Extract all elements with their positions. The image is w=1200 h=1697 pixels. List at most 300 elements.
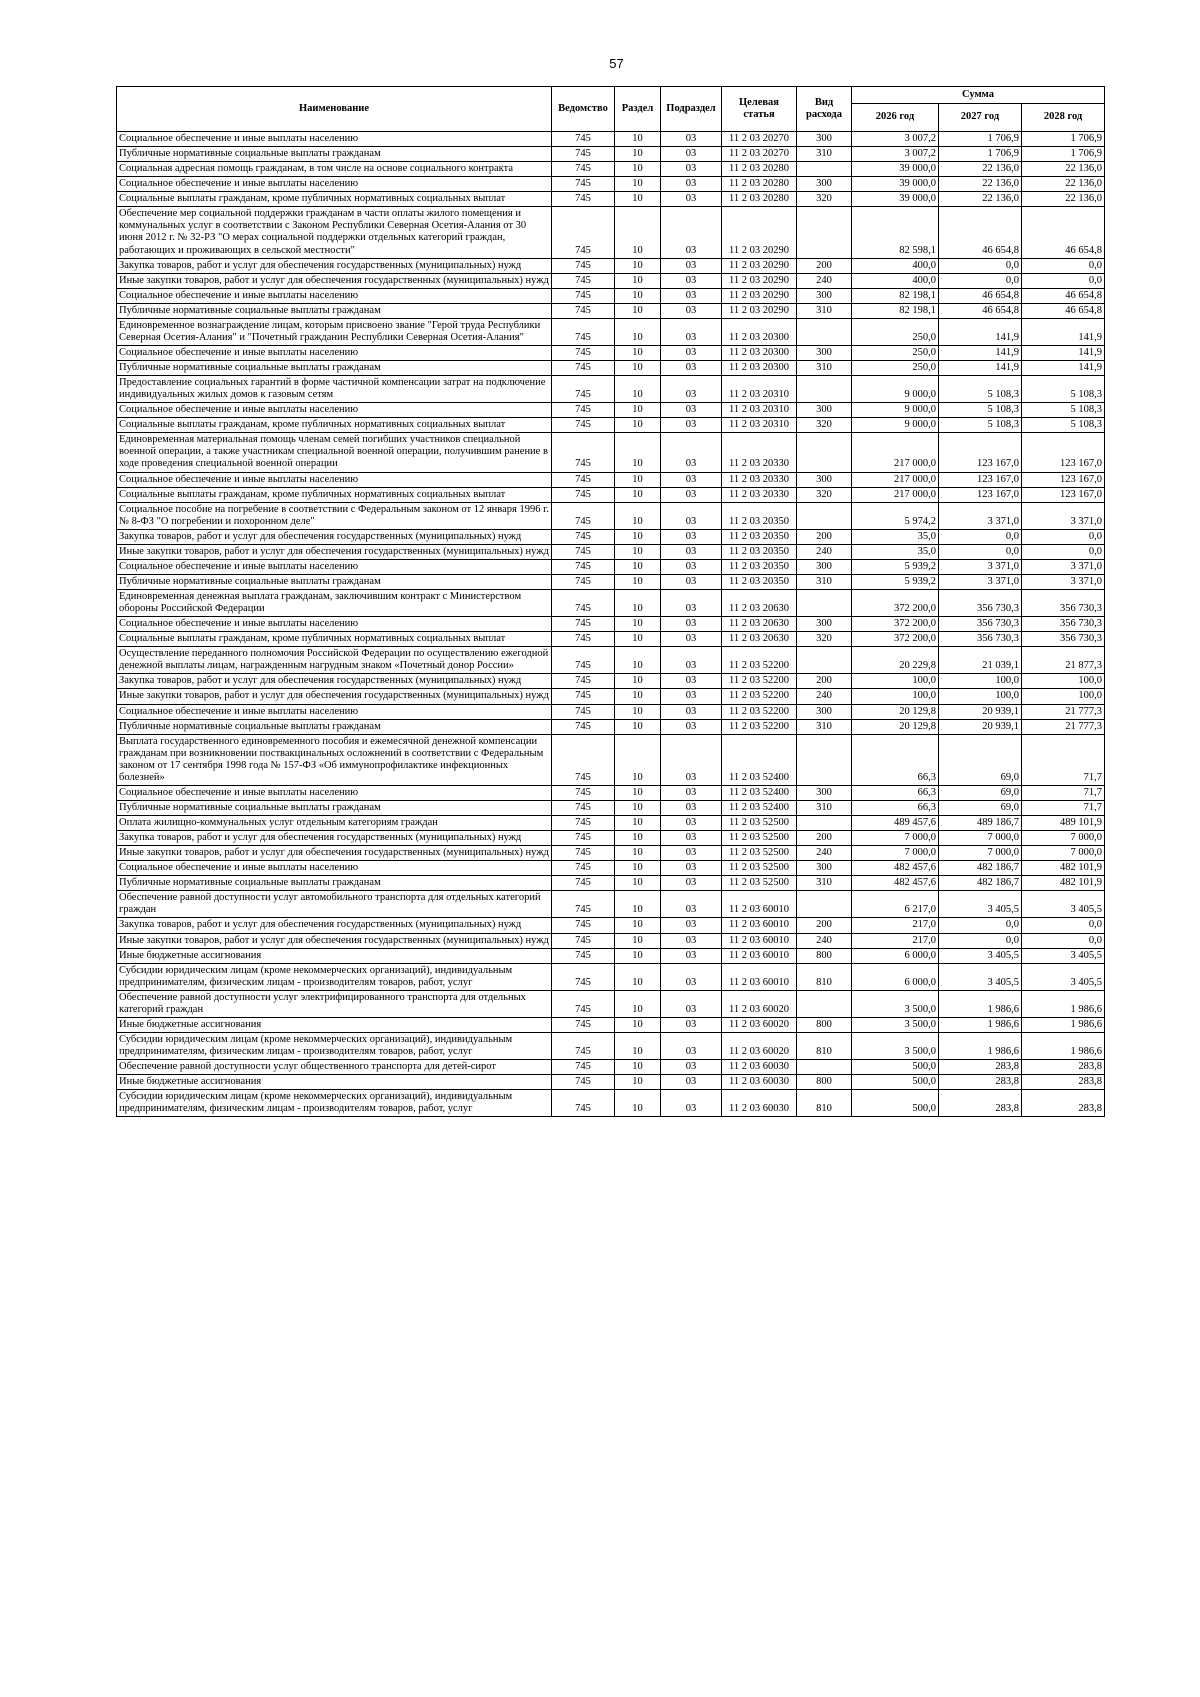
row-target: 11 2 03 60010 bbox=[722, 918, 797, 933]
row-value-2027: 7 000,0 bbox=[939, 831, 1022, 846]
row-value-2026: 20 229,8 bbox=[852, 647, 939, 674]
row-target: 11 2 03 52400 bbox=[722, 734, 797, 785]
row-value-2026: 500,0 bbox=[852, 1060, 939, 1075]
row-value-2027: 0,0 bbox=[939, 544, 1022, 559]
row-value-2027: 100,0 bbox=[939, 689, 1022, 704]
row-subsection: 03 bbox=[661, 207, 722, 258]
row-name: Публичные нормативные социальные выплаты гражданам bbox=[117, 719, 552, 734]
row-subsection: 03 bbox=[661, 674, 722, 689]
row-value-2027: 482 186,7 bbox=[939, 861, 1022, 876]
row-exp-type: 320 bbox=[797, 632, 852, 647]
row-target: 11 2 03 20350 bbox=[722, 502, 797, 529]
row-section: 10 bbox=[615, 162, 661, 177]
row-exp-type: 200 bbox=[797, 674, 852, 689]
row-target: 11 2 03 20290 bbox=[722, 288, 797, 303]
row-name: Социальное обеспечение и иные выплаты населению bbox=[117, 288, 552, 303]
row-subsection: 03 bbox=[661, 177, 722, 192]
header-subsection: Подраздел bbox=[661, 87, 722, 132]
row-dept: 745 bbox=[552, 544, 615, 559]
row-target: 11 2 03 20630 bbox=[722, 590, 797, 617]
row-name: Закупка товаров, работ и услуг для обеспечения государственных (муниципальных) нужд bbox=[117, 674, 552, 689]
row-exp-type bbox=[797, 1060, 852, 1075]
row-name: Иные бюджетные ассигнования bbox=[117, 948, 552, 963]
row-target: 11 2 03 20300 bbox=[722, 318, 797, 345]
row-dept: 745 bbox=[552, 704, 615, 719]
row-section: 10 bbox=[615, 303, 661, 318]
row-exp-type bbox=[797, 734, 852, 785]
row-value-2026: 250,0 bbox=[852, 318, 939, 345]
row-subsection: 03 bbox=[661, 418, 722, 433]
row-name: Социальное обеспечение и иные выплаты населению bbox=[117, 472, 552, 487]
row-value-2026: 9 000,0 bbox=[852, 376, 939, 403]
row-name: Социальное обеспечение и иные выплаты населению bbox=[117, 785, 552, 800]
row-dept: 745 bbox=[552, 376, 615, 403]
table-row bbox=[117, 1060, 1105, 1075]
table-row bbox=[117, 418, 1105, 433]
table-row bbox=[117, 376, 1105, 403]
row-value-2027: 356 730,3 bbox=[939, 590, 1022, 617]
table-row bbox=[117, 831, 1105, 846]
row-subsection: 03 bbox=[661, 948, 722, 963]
row-name: Единовременная денежная выплата гражданам, заключившим контракт с Министерством обороны Российской Федерации bbox=[117, 590, 552, 617]
row-section: 10 bbox=[615, 647, 661, 674]
row-target: 11 2 03 52500 bbox=[722, 816, 797, 831]
row-dept: 745 bbox=[552, 689, 615, 704]
row-target: 11 2 03 20280 bbox=[722, 162, 797, 177]
row-name: Социальное обеспечение и иные выплаты населению bbox=[117, 559, 552, 574]
row-name: Социальное пособие на погребение в соответствии с Федеральным законом от 12 января 1996 г. № 8-ФЗ "О погребении и похоронном деле" bbox=[117, 502, 552, 529]
row-value-2027: 21 039,1 bbox=[939, 647, 1022, 674]
row-section: 10 bbox=[615, 933, 661, 948]
row-value-2026: 35,0 bbox=[852, 529, 939, 544]
row-dept: 745 bbox=[552, 345, 615, 360]
row-value-2027: 1 706,9 bbox=[939, 147, 1022, 162]
row-value-2028: 1 986,6 bbox=[1022, 1017, 1105, 1032]
row-subsection: 03 bbox=[661, 147, 722, 162]
row-value-2028: 3 405,5 bbox=[1022, 948, 1105, 963]
row-value-2028: 283,8 bbox=[1022, 1060, 1105, 1075]
row-value-2026: 66,3 bbox=[852, 800, 939, 815]
row-name: Публичные нормативные социальные выплаты гражданам bbox=[117, 574, 552, 589]
row-value-2028: 22 136,0 bbox=[1022, 162, 1105, 177]
row-target: 11 2 03 20330 bbox=[722, 487, 797, 502]
table-row bbox=[117, 403, 1105, 418]
row-section: 10 bbox=[615, 472, 661, 487]
row-section: 10 bbox=[615, 574, 661, 589]
row-dept: 745 bbox=[552, 891, 615, 918]
table-row bbox=[117, 544, 1105, 559]
row-value-2026: 400,0 bbox=[852, 273, 939, 288]
row-value-2027: 0,0 bbox=[939, 273, 1022, 288]
row-dept: 745 bbox=[552, 963, 615, 990]
row-name: Социальные выплаты гражданам, кроме публичных нормативных социальных выплат bbox=[117, 192, 552, 207]
row-target: 11 2 03 52500 bbox=[722, 831, 797, 846]
row-section: 10 bbox=[615, 689, 661, 704]
row-name: Закупка товаров, работ и услуг для обеспечения государственных (муниципальных) нужд bbox=[117, 529, 552, 544]
row-exp-type: 310 bbox=[797, 361, 852, 376]
row-subsection: 03 bbox=[661, 647, 722, 674]
table-row bbox=[117, 800, 1105, 815]
row-value-2026: 35,0 bbox=[852, 544, 939, 559]
row-exp-type bbox=[797, 207, 852, 258]
table-row bbox=[117, 559, 1105, 574]
row-dept: 745 bbox=[552, 918, 615, 933]
row-value-2028: 46 654,8 bbox=[1022, 207, 1105, 258]
row-value-2026: 372 200,0 bbox=[852, 617, 939, 632]
row-value-2026: 7 000,0 bbox=[852, 831, 939, 846]
budget-table bbox=[116, 86, 1105, 1117]
row-subsection: 03 bbox=[661, 132, 722, 147]
row-value-2028: 1 986,6 bbox=[1022, 990, 1105, 1017]
row-section: 10 bbox=[615, 192, 661, 207]
row-value-2026: 217 000,0 bbox=[852, 487, 939, 502]
table-row bbox=[117, 1032, 1105, 1059]
row-name: Социальное обеспечение и иные выплаты населению bbox=[117, 177, 552, 192]
row-name: Субсидии юридическим лицам (кроме некоммерческих организаций), индивидуальным предпринимателям, физическим лицам - производителям товаров, работ, услуг bbox=[117, 1090, 552, 1117]
row-exp-type: 300 bbox=[797, 288, 852, 303]
row-dept: 745 bbox=[552, 132, 615, 147]
row-value-2026: 6 000,0 bbox=[852, 948, 939, 963]
row-value-2027: 0,0 bbox=[939, 258, 1022, 273]
row-dept: 745 bbox=[552, 502, 615, 529]
row-exp-type: 300 bbox=[797, 617, 852, 632]
row-target: 11 2 03 20350 bbox=[722, 574, 797, 589]
row-dept: 745 bbox=[552, 433, 615, 472]
row-subsection: 03 bbox=[661, 617, 722, 632]
row-target: 11 2 03 52200 bbox=[722, 719, 797, 734]
row-value-2027: 22 136,0 bbox=[939, 177, 1022, 192]
row-value-2026: 217 000,0 bbox=[852, 472, 939, 487]
row-value-2026: 82 598,1 bbox=[852, 207, 939, 258]
row-subsection: 03 bbox=[661, 891, 722, 918]
row-subsection: 03 bbox=[661, 472, 722, 487]
row-value-2026: 400,0 bbox=[852, 258, 939, 273]
row-exp-type: 240 bbox=[797, 544, 852, 559]
row-exp-type: 300 bbox=[797, 704, 852, 719]
table-row bbox=[117, 617, 1105, 632]
row-subsection: 03 bbox=[661, 288, 722, 303]
row-value-2026: 20 129,8 bbox=[852, 704, 939, 719]
row-value-2027: 356 730,3 bbox=[939, 632, 1022, 647]
row-section: 10 bbox=[615, 1032, 661, 1059]
row-section: 10 bbox=[615, 674, 661, 689]
row-value-2027: 123 167,0 bbox=[939, 487, 1022, 502]
row-exp-type: 310 bbox=[797, 147, 852, 162]
row-subsection: 03 bbox=[661, 816, 722, 831]
row-name: Предоставление социальных гарантий в форме частичной компенсации затрат на подключение индивидуальных жилых домов к газовым сетям bbox=[117, 376, 552, 403]
header-dept: Ведомство bbox=[552, 87, 615, 132]
header-section: Раздел bbox=[615, 87, 661, 132]
row-section: 10 bbox=[615, 918, 661, 933]
row-value-2027: 3 405,5 bbox=[939, 948, 1022, 963]
row-value-2028: 141,9 bbox=[1022, 345, 1105, 360]
row-subsection: 03 bbox=[661, 918, 722, 933]
row-value-2027: 69,0 bbox=[939, 800, 1022, 815]
row-value-2027: 20 939,1 bbox=[939, 704, 1022, 719]
header-2028: 2028 год bbox=[1022, 104, 1105, 132]
table-row bbox=[117, 785, 1105, 800]
row-subsection: 03 bbox=[661, 1075, 722, 1090]
row-name: Социальное обеспечение и иные выплаты населению bbox=[117, 403, 552, 418]
row-value-2027: 69,0 bbox=[939, 785, 1022, 800]
row-value-2026: 482 457,6 bbox=[852, 861, 939, 876]
row-value-2026: 250,0 bbox=[852, 345, 939, 360]
table-row bbox=[117, 472, 1105, 487]
row-dept: 745 bbox=[552, 529, 615, 544]
row-section: 10 bbox=[615, 132, 661, 147]
row-exp-type bbox=[797, 433, 852, 472]
row-name: Иные закупки товаров, работ и услуг для обеспечения государственных (муниципальных) нужд bbox=[117, 273, 552, 288]
row-target: 11 2 03 20330 bbox=[722, 433, 797, 472]
row-target: 11 2 03 20290 bbox=[722, 303, 797, 318]
row-section: 10 bbox=[615, 617, 661, 632]
row-section: 10 bbox=[615, 502, 661, 529]
row-section: 10 bbox=[615, 876, 661, 891]
row-name: Обеспечение равной доступности услуг автомобильного транспорта для отдельных категорий граждан bbox=[117, 891, 552, 918]
row-exp-type bbox=[797, 318, 852, 345]
row-name: Субсидии юридическим лицам (кроме некоммерческих организаций), индивидуальным предпринимателям, физическим лицам - производителям товаров, работ, услуг bbox=[117, 1032, 552, 1059]
row-value-2028: 0,0 bbox=[1022, 544, 1105, 559]
row-target: 11 2 03 60020 bbox=[722, 1017, 797, 1032]
row-exp-type: 240 bbox=[797, 273, 852, 288]
row-exp-type: 300 bbox=[797, 403, 852, 418]
row-dept: 745 bbox=[552, 990, 615, 1017]
row-target: 11 2 03 60030 bbox=[722, 1060, 797, 1075]
row-value-2027: 283,8 bbox=[939, 1075, 1022, 1090]
row-target: 11 2 03 60030 bbox=[722, 1075, 797, 1090]
row-dept: 745 bbox=[552, 948, 615, 963]
row-name: Единовременная материальная помощь членам семей погибших участников специальной военной операции, а также участникам специальной военной операции, получившим ранение в ходе проведения специальной военной операции bbox=[117, 433, 552, 472]
table-row bbox=[117, 303, 1105, 318]
row-value-2027: 46 654,8 bbox=[939, 288, 1022, 303]
row-target: 11 2 03 20270 bbox=[722, 147, 797, 162]
row-dept: 745 bbox=[552, 273, 615, 288]
row-target: 11 2 03 52400 bbox=[722, 785, 797, 800]
row-value-2027: 46 654,8 bbox=[939, 207, 1022, 258]
header-2027: 2027 год bbox=[939, 104, 1022, 132]
row-exp-type: 310 bbox=[797, 574, 852, 589]
row-value-2026: 66,3 bbox=[852, 785, 939, 800]
row-name: Закупка товаров, работ и услуг для обеспечения государственных (муниципальных) нужд bbox=[117, 918, 552, 933]
row-subsection: 03 bbox=[661, 273, 722, 288]
row-target: 11 2 03 20310 bbox=[722, 403, 797, 418]
row-target: 11 2 03 20350 bbox=[722, 544, 797, 559]
row-name: Осуществление переданного полномочия Российской Федерации по осуществлению ежегодной денежной выплаты лицам, награжденным нагрудным знаком «Почетный донор России» bbox=[117, 647, 552, 674]
row-target: 11 2 03 60010 bbox=[722, 948, 797, 963]
row-value-2026: 6 000,0 bbox=[852, 963, 939, 990]
row-section: 10 bbox=[615, 403, 661, 418]
row-target: 11 2 03 52200 bbox=[722, 647, 797, 674]
row-name: Социальное обеспечение и иные выплаты населению bbox=[117, 132, 552, 147]
row-value-2028: 1 706,9 bbox=[1022, 147, 1105, 162]
row-target: 11 2 03 20350 bbox=[722, 529, 797, 544]
row-value-2026: 5 939,2 bbox=[852, 574, 939, 589]
row-value-2026: 5 974,2 bbox=[852, 502, 939, 529]
row-value-2028: 21 877,3 bbox=[1022, 647, 1105, 674]
row-value-2028: 21 777,3 bbox=[1022, 719, 1105, 734]
row-value-2027: 1 986,6 bbox=[939, 1032, 1022, 1059]
row-dept: 745 bbox=[552, 734, 615, 785]
row-value-2027: 3 405,5 bbox=[939, 891, 1022, 918]
row-value-2028: 100,0 bbox=[1022, 689, 1105, 704]
row-target: 11 2 03 60020 bbox=[722, 990, 797, 1017]
table-row bbox=[117, 433, 1105, 472]
row-value-2027: 22 136,0 bbox=[939, 192, 1022, 207]
row-section: 10 bbox=[615, 816, 661, 831]
table-row bbox=[117, 933, 1105, 948]
row-value-2028: 21 777,3 bbox=[1022, 704, 1105, 719]
table-row bbox=[117, 590, 1105, 617]
row-value-2028: 123 167,0 bbox=[1022, 487, 1105, 502]
row-dept: 745 bbox=[552, 816, 615, 831]
row-value-2026: 9 000,0 bbox=[852, 418, 939, 433]
row-dept: 745 bbox=[552, 258, 615, 273]
row-name: Иные бюджетные ассигнования bbox=[117, 1017, 552, 1032]
table-row bbox=[117, 876, 1105, 891]
row-value-2028: 283,8 bbox=[1022, 1075, 1105, 1090]
row-section: 10 bbox=[615, 590, 661, 617]
row-value-2027: 489 186,7 bbox=[939, 816, 1022, 831]
row-subsection: 03 bbox=[661, 800, 722, 815]
row-section: 10 bbox=[615, 891, 661, 918]
header-2026: 2026 год bbox=[852, 104, 939, 132]
row-subsection: 03 bbox=[661, 704, 722, 719]
row-value-2027: 7 000,0 bbox=[939, 846, 1022, 861]
row-section: 10 bbox=[615, 1017, 661, 1032]
row-dept: 745 bbox=[552, 1075, 615, 1090]
row-exp-type: 300 bbox=[797, 132, 852, 147]
row-value-2028: 141,9 bbox=[1022, 318, 1105, 345]
row-dept: 745 bbox=[552, 1017, 615, 1032]
table-row bbox=[117, 487, 1105, 502]
row-name: Социальная адресная помощь гражданам, в том числе на основе социального контракта bbox=[117, 162, 552, 177]
table-row bbox=[117, 674, 1105, 689]
row-value-2028: 3 405,5 bbox=[1022, 891, 1105, 918]
row-name: Иные закупки товаров, работ и услуг для обеспечения государственных (муниципальных) нужд bbox=[117, 689, 552, 704]
row-value-2026: 39 000,0 bbox=[852, 177, 939, 192]
row-exp-type: 800 bbox=[797, 948, 852, 963]
row-dept: 745 bbox=[552, 785, 615, 800]
row-subsection: 03 bbox=[661, 345, 722, 360]
row-dept: 745 bbox=[552, 303, 615, 318]
row-section: 10 bbox=[615, 632, 661, 647]
row-value-2028: 0,0 bbox=[1022, 529, 1105, 544]
row-value-2027: 1 706,9 bbox=[939, 132, 1022, 147]
row-target: 11 2 03 52200 bbox=[722, 689, 797, 704]
row-name: Закупка товаров, работ и услуг для обеспечения государственных (муниципальных) нужд bbox=[117, 258, 552, 273]
row-dept: 745 bbox=[552, 403, 615, 418]
row-section: 10 bbox=[615, 734, 661, 785]
row-value-2027: 283,8 bbox=[939, 1060, 1022, 1075]
row-subsection: 03 bbox=[661, 1017, 722, 1032]
row-dept: 745 bbox=[552, 574, 615, 589]
row-subsection: 03 bbox=[661, 963, 722, 990]
row-section: 10 bbox=[615, 418, 661, 433]
row-subsection: 03 bbox=[661, 831, 722, 846]
table-body bbox=[117, 132, 1105, 1117]
row-name: Социальные выплаты гражданам, кроме публичных нормативных социальных выплат bbox=[117, 418, 552, 433]
table-row bbox=[117, 1075, 1105, 1090]
row-target: 11 2 03 20290 bbox=[722, 273, 797, 288]
row-name: Единовременное вознаграждение лицам, которым присвоено звание "Герой труда Республики Северная Осетия-Алания" и "Почетный гражданин Республики Северная Осетия-Алания" bbox=[117, 318, 552, 345]
row-target: 11 2 03 52400 bbox=[722, 800, 797, 815]
row-value-2028: 482 101,9 bbox=[1022, 861, 1105, 876]
row-exp-type: 240 bbox=[797, 689, 852, 704]
row-exp-type bbox=[797, 502, 852, 529]
row-exp-type: 320 bbox=[797, 418, 852, 433]
row-section: 10 bbox=[615, 529, 661, 544]
row-subsection: 03 bbox=[661, 861, 722, 876]
row-subsection: 03 bbox=[661, 303, 722, 318]
row-value-2028: 5 108,3 bbox=[1022, 418, 1105, 433]
row-exp-type: 200 bbox=[797, 918, 852, 933]
row-dept: 745 bbox=[552, 647, 615, 674]
row-value-2028: 0,0 bbox=[1022, 918, 1105, 933]
row-section: 10 bbox=[615, 831, 661, 846]
row-dept: 745 bbox=[552, 590, 615, 617]
row-value-2028: 71,7 bbox=[1022, 800, 1105, 815]
row-dept: 745 bbox=[552, 177, 615, 192]
row-value-2026: 66,3 bbox=[852, 734, 939, 785]
row-value-2028: 46 654,8 bbox=[1022, 288, 1105, 303]
row-value-2027: 0,0 bbox=[939, 918, 1022, 933]
row-value-2026: 372 200,0 bbox=[852, 590, 939, 617]
row-value-2028: 283,8 bbox=[1022, 1090, 1105, 1117]
table-row bbox=[117, 258, 1105, 273]
row-target: 11 2 03 20310 bbox=[722, 376, 797, 403]
row-dept: 745 bbox=[552, 933, 615, 948]
row-subsection: 03 bbox=[661, 361, 722, 376]
row-subsection: 03 bbox=[661, 719, 722, 734]
table-row bbox=[117, 574, 1105, 589]
table-row bbox=[117, 147, 1105, 162]
row-value-2028: 71,7 bbox=[1022, 785, 1105, 800]
row-value-2027: 0,0 bbox=[939, 529, 1022, 544]
row-exp-type bbox=[797, 891, 852, 918]
row-target: 11 2 03 60010 bbox=[722, 891, 797, 918]
row-section: 10 bbox=[615, 948, 661, 963]
row-section: 10 bbox=[615, 544, 661, 559]
row-value-2027: 3 371,0 bbox=[939, 502, 1022, 529]
row-value-2028: 46 654,8 bbox=[1022, 303, 1105, 318]
row-section: 10 bbox=[615, 1090, 661, 1117]
row-section: 10 bbox=[615, 846, 661, 861]
row-dept: 745 bbox=[552, 617, 615, 632]
row-value-2027: 123 167,0 bbox=[939, 433, 1022, 472]
row-subsection: 03 bbox=[661, 529, 722, 544]
row-name: Субсидии юридическим лицам (кроме некоммерческих организаций), индивидуальным предпринимателям, физическим лицам - производителям товаров, работ, услуг bbox=[117, 963, 552, 990]
row-subsection: 03 bbox=[661, 162, 722, 177]
row-target: 11 2 03 20310 bbox=[722, 418, 797, 433]
row-exp-type bbox=[797, 647, 852, 674]
row-dept: 745 bbox=[552, 559, 615, 574]
row-section: 10 bbox=[615, 376, 661, 403]
row-name: Социальные выплаты гражданам, кроме публичных нормативных социальных выплат bbox=[117, 487, 552, 502]
row-subsection: 03 bbox=[661, 933, 722, 948]
row-name: Иные бюджетные ассигнования bbox=[117, 1075, 552, 1090]
row-name: Оплата жилищно-коммунальных услуг отдельным категориям граждан bbox=[117, 816, 552, 831]
row-value-2028: 5 108,3 bbox=[1022, 376, 1105, 403]
row-value-2026: 482 457,6 bbox=[852, 876, 939, 891]
row-section: 10 bbox=[615, 800, 661, 815]
row-subsection: 03 bbox=[661, 574, 722, 589]
row-value-2026: 500,0 bbox=[852, 1075, 939, 1090]
table-row bbox=[117, 719, 1105, 734]
row-exp-type bbox=[797, 990, 852, 1017]
table-row bbox=[117, 1017, 1105, 1032]
table-row bbox=[117, 816, 1105, 831]
row-name: Иные закупки товаров, работ и услуг для обеспечения государственных (муниципальных) нужд bbox=[117, 846, 552, 861]
